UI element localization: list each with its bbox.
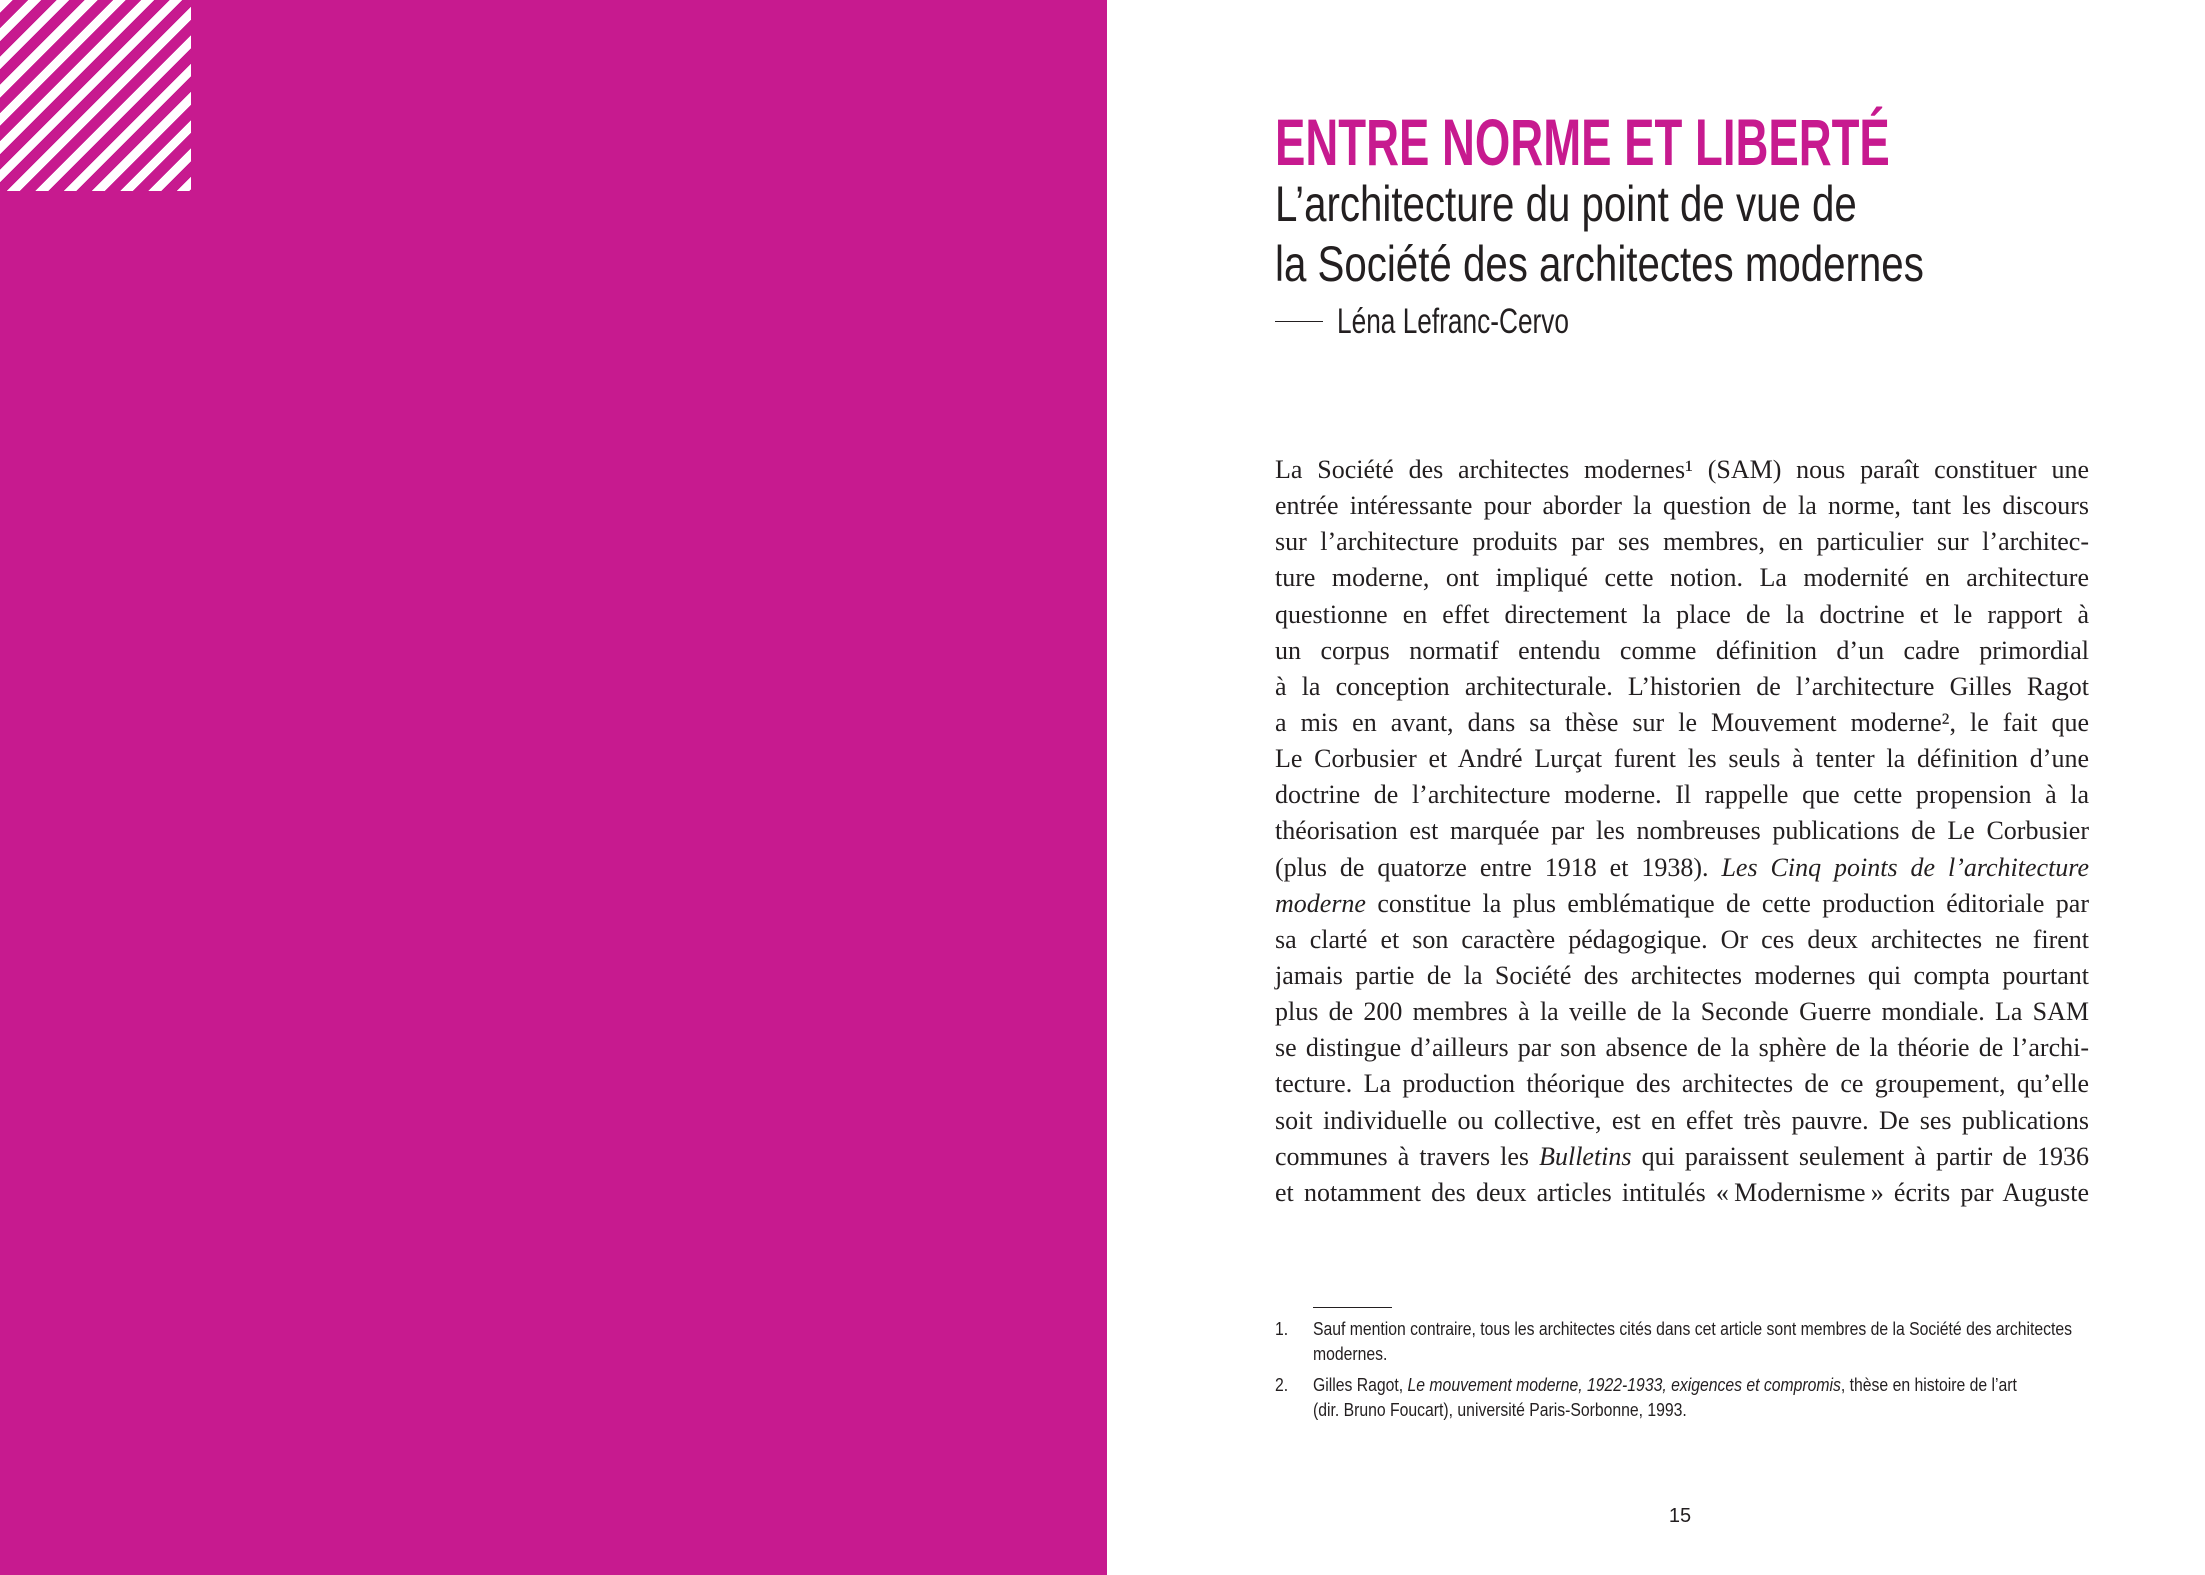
italic-book-title: moderne (1275, 888, 1366, 918)
footnotes (1275, 1317, 2195, 1429)
article-author (1337, 302, 1646, 342)
subtitle-line-text: la Société des architectes modernes (1275, 236, 1924, 292)
footnote-line-text: Sauf mention contraire, tous les architectes cités dans cet article sont membres de la Société des architectes (1313, 1319, 2072, 1339)
body-text-line (1275, 850, 2089, 886)
body-text-line (1275, 1139, 2089, 1175)
footnote-separator-rule (1313, 1307, 1392, 1308)
italic-publication-title: Bulletins (1539, 1141, 1632, 1171)
body-text-line: un corpus normatif entendu comme définition d’un cadre primordial (1275, 635, 2089, 665)
body-text-segment: constitue la plus emblématique de cette production éditoriale par (1365, 888, 2089, 918)
footnote-line (1313, 1373, 2195, 1398)
subtitle-line-text: L’architecture du point de vue de (1275, 176, 1857, 232)
article-title (1275, 105, 2166, 179)
right-page (1107, 0, 2205, 1575)
body-text-line: sa clarté et son caractère pédagogique. Or ces deux architectes ne firent (1275, 924, 2089, 954)
author-dash (1275, 321, 1323, 322)
body-text-line: à la conception architecturale. L’historien de l’architecture Gilles Ragot (1275, 671, 2089, 701)
subtitle-line (1275, 234, 2081, 294)
footnote-line-text: modernes. (1313, 1344, 1388, 1364)
body-text-line: plus de 200 membres à la veille de la Seconde Guerre mondiale. La SAM (1275, 997, 2089, 1027)
body-text-line: La Société des architectes modernes¹ (SAM) nous paraît constituer une (1275, 455, 2089, 484)
body-text-line (1275, 886, 2089, 922)
body-text-line: théorisation est marquée par les nombreuses publications de Le Corbusier (1275, 816, 2089, 846)
footnote-number (1275, 1317, 1290, 1342)
body-text-line: ture moderne, ont impliqué cette notion. La modernité en architecture (1275, 563, 2089, 593)
footnote-line (1313, 1398, 2195, 1423)
subtitle-line (1275, 174, 2081, 234)
footnote-text (1313, 1373, 2195, 1423)
footnote-text (1313, 1317, 2195, 1367)
body-text-segment: qui paraissent seulement à partir de 1936 (1631, 1141, 2089, 1171)
footnote-item (1275, 1373, 2195, 1423)
footnote-number (1275, 1373, 1290, 1398)
italic-thesis-title: Le mouvement moderne, 1922-1933, exigences et compromis (1407, 1375, 1841, 1395)
footnote-line-text (1313, 1373, 2017, 1398)
body-text-line: sur l’architecture produits par ses membres, en particulier sur l’architec- (1275, 527, 2089, 557)
body-text-line: et notamment des deux articles intitulés « Modernisme » écrits par Auguste (1275, 1177, 2089, 1207)
page-number: 15 (1668, 1505, 1692, 1527)
footnote-line (1313, 1342, 2195, 1367)
body-text-line: entrée intéressante pour aborder la question de la norme, tant les discours (1275, 491, 2089, 521)
footnote-number-text: 2. (1275, 1375, 1289, 1395)
body-text-line: jamais partie de la Société des architectes modernes qui compta pourtant (1275, 960, 2089, 990)
italic-book-title: Les Cinq points de l’architecture (1721, 852, 2089, 882)
footnote-number-text: 1. (1275, 1319, 1289, 1339)
footnote-segment: Gilles Ragot, (1313, 1375, 1408, 1395)
footnote-item (1275, 1317, 2195, 1367)
footnote-segment: , thèse en histoire de l’art (1840, 1375, 2017, 1395)
body-text-line: doctrine de l’architecture moderne. Il rappelle que cette propension à la (1275, 780, 2089, 810)
body-text-line: soit individuelle ou collective, est en effet très pauvre. De ses publications (1275, 1105, 2089, 1135)
body-text-line: a mis en avant, dans sa thèse sur le Mouvement moderne², le fait que (1275, 707, 2089, 737)
body-text-line: tecture. La production théorique des architectes de ce groupement, qu’elle (1275, 1069, 2089, 1099)
body-text-line: se distingue d’ailleurs par son absence de la sphère de la théorie de l’archi- (1275, 1033, 2089, 1063)
author-name: Léna Lefranc-Cervo (1337, 302, 1570, 341)
body-text-line: questionne en effet directement la place de la doctrine et le rapport à (1275, 599, 2089, 629)
article-title-text: ENTRE NORME ET LIBERTÉ (1275, 105, 1890, 179)
footnote-line (1313, 1317, 2195, 1342)
article-body (1275, 452, 2089, 1211)
body-text-segment: communes à travers les (1275, 1141, 1540, 1171)
article-subtitle (1275, 174, 2081, 294)
body-text-segment: (plus de quatorze entre 1918 et 1938). (1275, 852, 1722, 882)
footnote-line-text: (dir. Bruno Foucart), université Paris-Sorbonne, 1993. (1313, 1400, 1687, 1420)
striped-corner-pattern (0, 0, 191, 191)
body-text-line: Le Corbusier et André Lurçat furent les seuls à tenter la définition d’une (1275, 744, 2089, 774)
